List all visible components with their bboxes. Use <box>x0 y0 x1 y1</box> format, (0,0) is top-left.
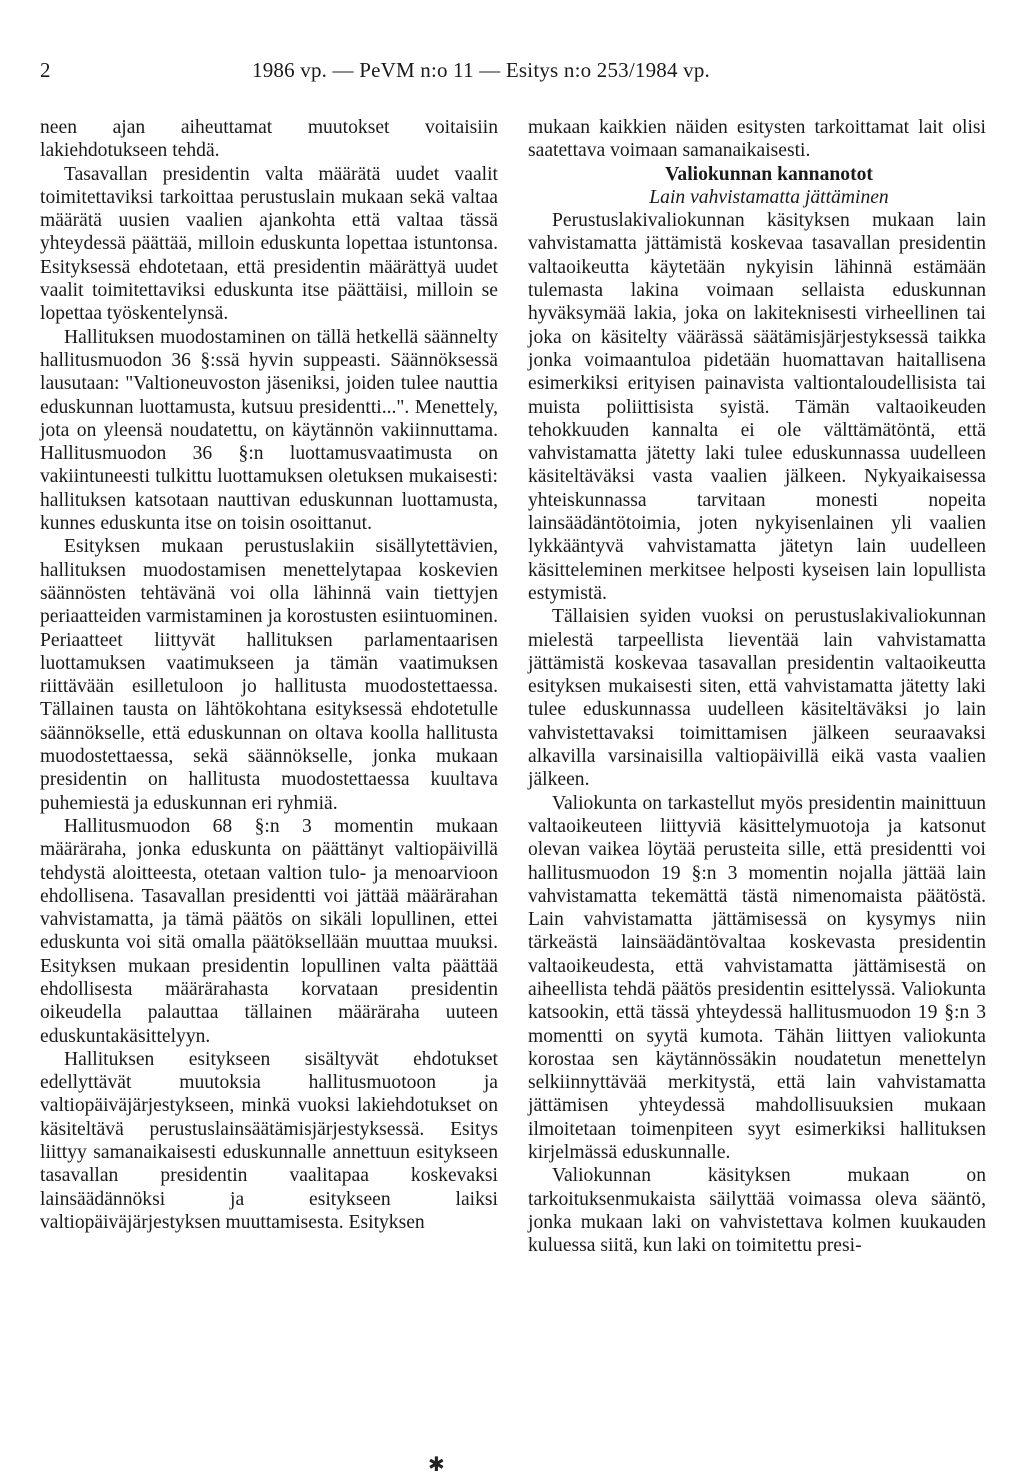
footer-mark: ✱ <box>428 1454 445 1476</box>
paragraph: Esityksen mukaan perustuslakiin sisällytettävien, hallituksen muodostamisen menettelytapaa koskevien säännösten tehtävänä voi olla lähinnä vain tiettyjen periaatteiden varmistaminen ja korostusten esiintuominen. Periaatteet liittyvät hallituksen parlamentaarisen luottamuksen vaatimukseen ja tämän vaatimuksen riittävään esilletuloon jo hallitusta muodostettaessa. Tällainen tausta on lähtökohtana esityksessä ehdotetulle säännökselle, että eduskunnan on oltava koolla hallitusta muodostettaessa, sekä säännökselle, jonka mukaan presidentin on hallitusta muodostettaessa kuultava puhemiestä ja eduskunnan eri ryhmiä. <box>40 536 498 814</box>
page-header <box>40 58 984 88</box>
paragraph: neen ajan aiheuttamat muutokset voitaisiin lakiehdotukseen tehdä. <box>40 117 498 162</box>
paragraph: Hallituksen esitykseen sisältyvät ehdotukset edellyttävät muutoksia hallitusmuotoon ja valtiopäiväjärjestykseen, minkä vuoksi lakiehdotukset on käsiteltävä perustuslainsäätämisjärjestyksessä. Esitys liittyy samanaikaisesti eduskunnalle annettuun esitykseen tasavallan presidentin vaalitapaa koskevaksi lainsäädännöksi ja esitykseen laiksi valtiopäiväjärjestyksen muuttamisesta. Esityksen <box>40 1048 498 1233</box>
paragraph: Tasavallan presidentin valta määrätä uudet vaalit toimitettaviksi tarkoittaa perustuslain mukaan sekä valtaa määrätä uusien vaalien ajankohta että valtaa tässä yhteydessä päättää, milloin eduskunta lopettaa istuntonsa. Esityksessä ehdotetaan, että presidentin määrättyä uudet vaalit toimitettaviksi eduskunta itse päättäisi, milloin se lopettaa työskentelynsä. <box>40 163 498 325</box>
paragraph: mukaan kaikkien näiden esitysten tarkoittamat lait olisi saatettava voimaan samanaikaisesti. <box>528 117 986 162</box>
paragraph: Hallituksen muodostaminen on tällä hetkellä säännelty hallitusmuodon 36 §:ssä hyvin suppeasti. Säännöksessä lausutaan: "Valtioneuvoston jäseniksi, joiden tulee nauttia eduskunnan luottamusta, kutsuu presidentti...". Menettely, jota on yleensä noudatettu, on käytännön vakiinnuttama. Hallitusmuodon 36 §:n luottamusvaatimusta on vakiintuneesti tulkittu luottamuksen oletuksen mukaisesti: hallituksen katsotaan nauttivan eduskunnan luottamusta, kunnes eduskunta itse on toisin osoittanut. <box>40 326 498 535</box>
paragraph: Valiokunnan käsityksen mukaan on tarkoituksenmukaista säilyttää voimassa oleva sääntö, jonka mukaan laki on vahvistettava kolmen kuukauden kuluessa siitä, kun laki on toimitettu presi- <box>528 1165 986 1257</box>
left-column <box>40 116 498 1234</box>
paragraph: Perustuslakivaliokunnan käsityksen mukaan lain vahvistamatta jättämistä koskevaa tasavallan presidentin valtaoikeutta käytetään nykyisin lähinnä estämään tulemasta lakina voimaan sellaista eduskunnan hyväksymää lakia, joka on lakiteknisesti virheellinen tai joka on käsitelty väärässä säätämisjärjestyksessä taikka jonka voimaantuloa pidetään huomattavan haitallisena esimerkiksi erityisen painavista valtiontaloudellisista tai muista poliittisista syistä. Tämän valtaoikeuden tehokkuuden kannalta ei ole välttämätöntä, että vahvistamatta jätetty laki tulee eduskunnassa uudelleen käsiteltäväksi vasta vaalien jälkeen. Nykyaikaisessa yhteiskunnassa tarvitaan monesti nopeita lainsäädäntötoimia, joten nykyisenlainen yli vaalien lykkääntyvä vahvistamatta jätetyn lain uudelleen käsitteleminen merkitsee helposti kyseisen lain lopullista estymistä. <box>528 210 986 604</box>
right-column <box>528 116 986 1258</box>
page-number: 2 <box>40 58 51 82</box>
section-subtitle: Lain vahvistamatta jättäminen <box>649 186 889 208</box>
paragraph: Tällaisien syiden vuoksi on perustuslakivaliokunnan mielestä tarpeellista lieventää lain vahvistamatta jättämistä koskevaa tasavallan presidentin valtaoikeutta esityksen mukaisesti siten, että vahvistamatta jätetty laki tulee eduskunnassa uudelleen käsiteltäväksi jo lain vahvistettavaksi toimittamisen jälkeen seuraavaksi alkavilla varsinaisilla valtiopäivillä eikä vasta vaalien jälkeen. <box>528 606 986 791</box>
section-title: Valiokunnan kannanotot <box>665 163 873 185</box>
paragraph: Valiokunta on tarkastellut myös presidentin mainittuun valtaoikeuteen liittyviä käsittelymuotoja ja katsonut olevan vaikea löytää perusteita sille, että presidentti voi hallitusmuodon 19 §:n 3 momentin nojalla jättää lain vahvistamatta tekemättä tästä nimenomaista päätöstä. Lain vahvistamatta jättämisessä on kysymys niin tärkeästä lainsäädäntövaltaa koskevasta presidentin valtaoikeudesta, että vahvistamatta jättämisestä on aiheellista tehdä päätös presidentin esittelyssä. Valiokunta katsookin, että tässä yhteydessä hallitusmuodon 19 §:n 3 momentti on syytä kumota. Tähän liittyen valiokunta korostaa sen käytännössäkin noudatetun menettelyn selkiinnyttävää merkitystä, että lain vahvistamatta jättämisen yhteydessä mahdollisuuksien mukaan ilmoitetaan toimenpiteen syyt esimerkiksi hallituksen kirjelmässä eduskunnalle. <box>528 792 986 1164</box>
paragraph: Hallitusmuodon 68 §:n 3 momentin mukaan määräraha, jonka eduskunta on päättänyt valtiopäivillä tehdystä aloitteesta, otetaan valtion tulo- ja menoarvioon ehdollisena. Tasavallan presidentti voi jättää määrärahan vahvistamatta, ja tämä päätös on sikäli lopullinen, ettei eduskunta voi sitä omalla päätöksellään muuttaa muuksi. Esityksen mukaan presidentin lopullinen valta päättää ehdollisesta määrärahasta korvataan presidentin oikeudella palauttaa tällainen määräraha uuteen eduskuntakäsittelyyn. <box>40 815 498 1047</box>
running-title: 1986 vp. — PeVM n:o 11 — Esitys n:o 253/1984 vp. <box>252 58 711 82</box>
